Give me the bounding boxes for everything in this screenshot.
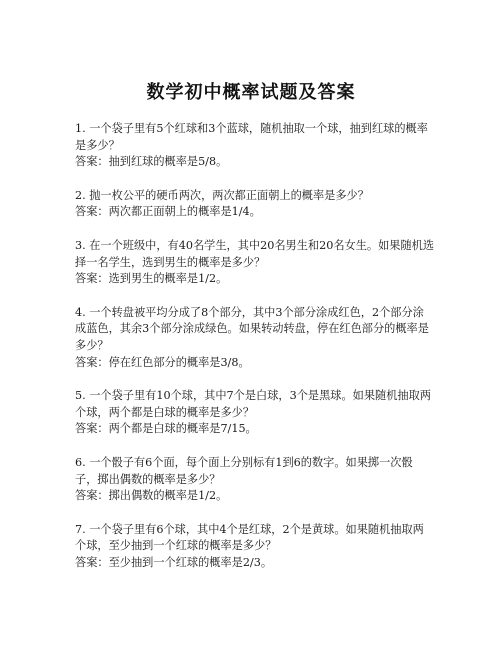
answer-text: 答案：至少抽到一个红球的概率是2/3。 — [75, 555, 273, 569]
qa-item-5 — [75, 388, 435, 438]
question-text: 2. 抛一枚公平的硬币两次，两次都正面朝上的概率是多少？ — [75, 188, 369, 202]
question-text: 7. 一个袋子里有6个球，其中4个是红球，2个是黄球。如果随机抽取两个球，至少抽到一个红球的概率是多少？ — [75, 522, 424, 553]
qa-list — [75, 121, 435, 588]
qa-item-7 — [75, 522, 435, 572]
answer-text: 答案：停在红色部分的概率是3/8。 — [75, 355, 250, 369]
qa-item-2 — [75, 188, 435, 221]
question-text: 5. 一个袋子里有10个球，其中7个是白球，3个是黑球。如果随机抽取两个球，两个都是白球的概率是多少？ — [75, 389, 431, 419]
question-text: 1. 一个袋子里有5个红球和3个蓝球，随机抽取一个球，抽到红球的概率是多少？ — [75, 122, 428, 152]
document-title: 数学初中概率试题及答案 — [146, 82, 356, 103]
answer-text: 答案：选到男生的概率是1/2。 — [75, 272, 228, 286]
answer-text: 答案：两次都正面朝上的概率是1/4。 — [75, 205, 261, 219]
question-text: 6. 一个骰子有6个面，每个面上分别标有1到6的数字。如果掷一次骰子，掷出偶数的概率是多少？ — [75, 455, 413, 486]
answer-text: 答案：掷出偶数的概率是1/2。 — [75, 489, 228, 503]
qa-item-4 — [75, 305, 435, 371]
qa-item-6 — [75, 455, 435, 505]
qa-item-1 — [75, 121, 435, 171]
question-text: 4. 一个转盘被平均分成了8个部分，其中3个部分涂成红色，2个部分涂成蓝色，其余3个部分涂成绿色。如果转动转盘，停在红色部分的概率是多少？ — [75, 305, 429, 352]
qa-item-3 — [75, 238, 435, 288]
question-text: 3. 在一个班级中，有40名学生，其中20名男生和20名女生。如果随机选择一名学生，选到男生的概率是多少？ — [75, 238, 435, 269]
answer-text: 答案：抽到红球的概率是5/8。 — [75, 155, 228, 169]
answer-text: 答案：两个都是白球的概率是7/15。 — [75, 422, 257, 436]
